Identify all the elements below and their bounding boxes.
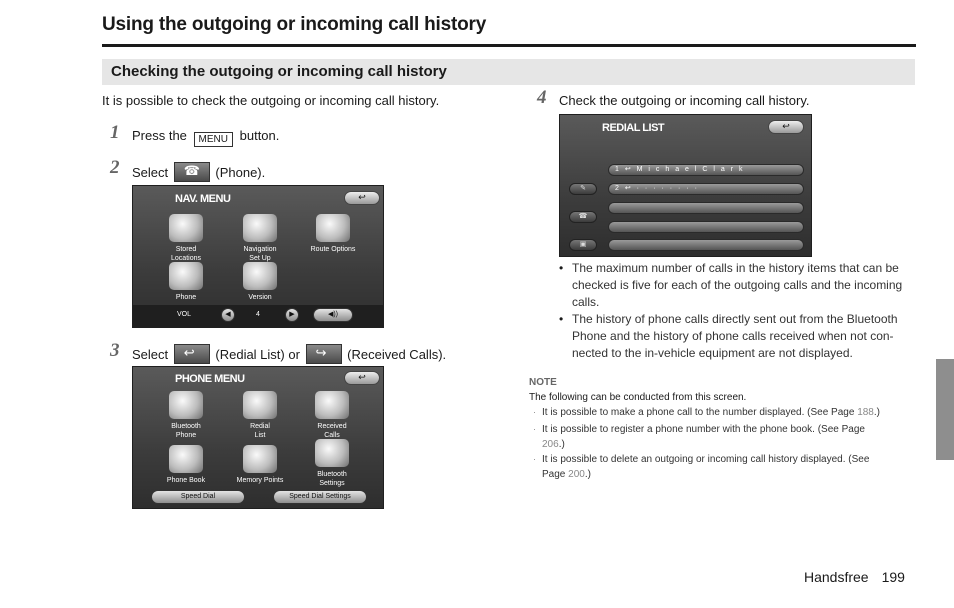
step-number-1: 1 [110, 122, 120, 143]
nav-menu-screen [132, 185, 384, 328]
section-header [102, 59, 915, 85]
step-2-text [132, 162, 265, 182]
step-2-after: (Phone). [215, 165, 266, 180]
speed-dial-settings-button[interactable]: Speed Dial Settings [273, 490, 367, 504]
vol-down-button[interactable]: ◀ [221, 308, 235, 322]
vol-up-button[interactable]: ▶ [285, 308, 299, 322]
page-number: 199 [881, 569, 905, 585]
route-options-icon [316, 214, 350, 242]
bullet-1-line-2: checked is five for each of the outgoing calls and the incoming [572, 278, 903, 292]
step-3-text [132, 344, 446, 364]
note-dot-3: · [533, 454, 536, 464]
delete-icon[interactable]: ▣ [569, 239, 597, 251]
phone-book-icon [169, 445, 203, 473]
section-title: Checking the outgoing or incoming call history [111, 63, 447, 80]
step-3-middle: (Redial List) or [215, 347, 300, 362]
navigation-setup-icon [243, 214, 277, 242]
note-dot-2: · [533, 424, 536, 434]
phone-menu-screen [132, 366, 384, 509]
redial-list-item[interactable]: Redial List [235, 391, 285, 440]
route-options-item[interactable]: Route Options [305, 214, 361, 254]
phone-book-item[interactable]: Phone Book [161, 445, 211, 485]
redial-row-5[interactable] [608, 239, 804, 251]
step-number-2: 2 [110, 157, 120, 178]
step-1-before: Press the [132, 128, 187, 143]
step-3-after: (Received Calls). [347, 347, 447, 362]
redial-list-menu-icon [243, 391, 277, 419]
redial-list-screen [559, 114, 812, 257]
bluetooth-phone-icon [169, 391, 203, 419]
note-item-2-line-1: It is possible to register a phone number with the phone book. (See Page [542, 424, 865, 435]
note-dot-1: · [533, 407, 536, 417]
note-lead: The following can be conducted from this screen. [529, 392, 747, 403]
phone-icon: ☎ [174, 162, 210, 182]
phone-menu-title: PHONE MENU [175, 373, 245, 385]
stored-locations-icon [169, 214, 203, 242]
received-calls-icon: ↪ [306, 344, 342, 364]
speed-dial-button[interactable]: Speed Dial [151, 490, 245, 504]
bullet-2-line-2: Phone and the history of phone calls received when not con- [572, 329, 894, 343]
note-item-3-line-2: Page 200.) [542, 469, 591, 480]
step-1-text [132, 128, 279, 147]
note-item-2-line-2: 206.) [542, 439, 565, 450]
version-item[interactable]: Version [235, 262, 285, 302]
step-number-3: 3 [110, 340, 120, 361]
redial-row-4[interactable] [608, 221, 804, 233]
redial-list-title: REDIAL LIST [602, 122, 665, 134]
edit-icon[interactable]: ✎ [569, 183, 597, 195]
step-number-4: 4 [537, 87, 547, 108]
nav-menu-title: NAV. MENU [175, 193, 231, 205]
page-ref-206[interactable]: 206 [542, 439, 559, 450]
received-calls-item[interactable]: Received Calls [309, 391, 355, 440]
bullet-2-line-1: The history of phone calls directly sent out from the Bluetooth [572, 312, 898, 326]
bluetooth-settings-icon [315, 439, 349, 467]
vol-value: 4 [256, 311, 260, 318]
bullet-2-line-3: nected to the in-vehicle equipment are not displayed. [572, 346, 853, 360]
intro-text: It is possible to check the outgoing or incoming call history. [102, 93, 440, 108]
phone-item[interactable]: Phone [163, 262, 209, 302]
navigation-setup-item[interactable]: Navigation Set Up [235, 214, 285, 263]
memory-points-icon [243, 445, 277, 473]
stored-locations-item[interactable]: Stored Locations [163, 214, 209, 263]
speaker-button[interactable]: ◀)) [313, 308, 353, 322]
step-3-before: Select [132, 347, 169, 362]
redial-list-icon: ↩ [174, 344, 210, 364]
redial-row-3[interactable] [608, 202, 804, 214]
step-2-before: Select [132, 165, 169, 180]
page-ref-200[interactable]: 200 [568, 469, 585, 480]
received-calls-menu-icon [315, 391, 349, 419]
nav-back-button[interactable]: ↩ [344, 191, 380, 205]
chapter-tab [936, 359, 954, 460]
vol-label: VOL [177, 311, 192, 318]
note-item-1: It is possible to make a phone call to the number displayed. (See Page 188.) [542, 407, 880, 418]
page-footer [804, 569, 905, 585]
bullet-dot-1: • [559, 261, 564, 275]
note-label: NOTE [529, 377, 557, 388]
step-4-text: Check the outgoing or incoming call history. [559, 93, 810, 108]
page-heading: Using the outgoing or incoming call history [102, 14, 487, 35]
phone-back-button[interactable]: ↩ [344, 371, 380, 385]
bluetooth-phone-item[interactable]: Bluetooth Phone [163, 391, 209, 440]
phone-handset-icon [169, 262, 203, 290]
call-icon[interactable]: ☎ [569, 211, 597, 223]
nav-volume-bar [133, 305, 383, 327]
bullet-1-line-1: The maximum number of calls in the history items that can be [572, 261, 899, 275]
bluetooth-settings-item[interactable]: Bluetooth Settings [309, 439, 355, 488]
redial-row-2[interactable]: 2 ↩ · · · · · · · · [608, 183, 804, 195]
memory-points-item[interactable]: Memory Points [231, 445, 289, 485]
redial-back-button[interactable]: ↩ [768, 120, 804, 134]
page-ref-188[interactable]: 188 [857, 407, 874, 418]
heading-rule [102, 44, 916, 47]
redial-row-1[interactable]: 1 ↩ M i c h a e l C l a r k [608, 164, 804, 176]
step-1-after: button. [239, 128, 280, 143]
bullet-1-line-3: calls. [572, 295, 600, 309]
footer-section: Handsfree [804, 569, 869, 585]
note-item-3-line-1: It is possible to delete an outgoing or incoming call history displayed. (See [542, 454, 870, 465]
version-book-icon [243, 262, 277, 290]
menu-key-icon: MENU [194, 132, 233, 147]
bullet-dot-2: • [559, 312, 564, 326]
